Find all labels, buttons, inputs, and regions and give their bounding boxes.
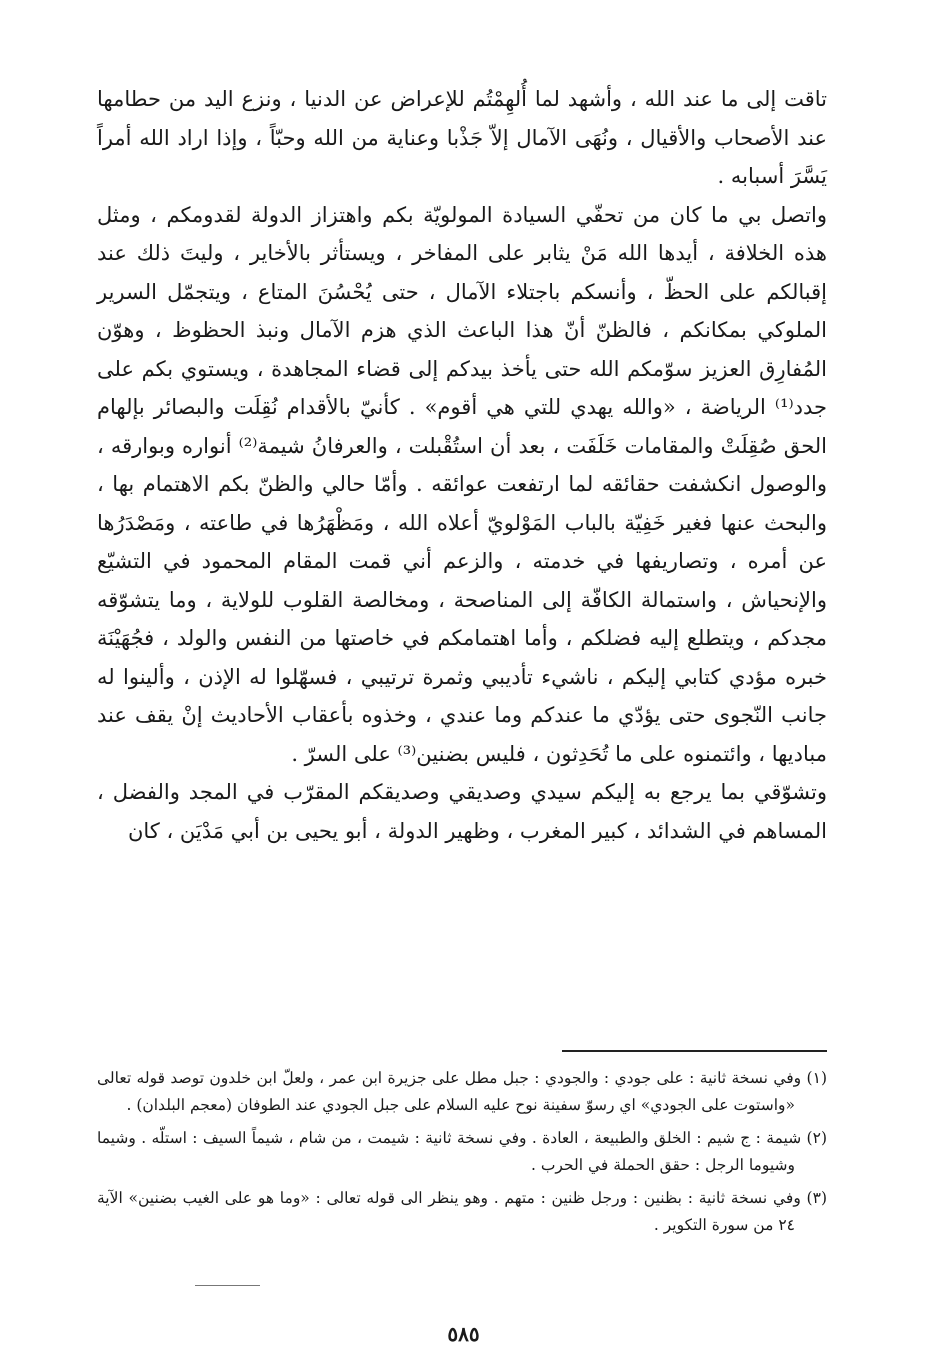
scan-mark: [195, 1285, 260, 1286]
paragraph-2: واتصل بي ما كان من تحفّي السيادة المولويّة بكم واهتزاز الدولة لقدومكم ، ومثل هذه الخلافة ، أيدها الله مَنْ يثابر على المفاخر ، ويستأثر بالأخاير ، وليتَ ذلك عند إقبالكم على الحظّ ، وأنسكم باجتلاء الآمال ، حتى يُحْسُنَ المتاع ، ويتجمّل السرير الملوكي بمكانكم ، فالظنّ أنّ هذا الباعث الذي هزم الآمال ونبذ الحظوظ ، وهوّن المُفارِق العزيز سوّمكم الله حتى يأخذ بيدكم إلى قضاء المجاهدة ، ويستوي بكم على جدد⁽¹⁾ الرياضة ، «والله يهدي للتي هي أقوم» . كأنيّ بالأقدام نُقِلَت والبصائر بإلهام الحق صُقِلَتْ والمقامات خَلَفَت ، بعد أن استُقْبلت ، والعرفانُ شيمة⁽²⁾ أنواره وبوارقه ، والوصول انكشفت حقائقه لما ارتفعت عوائقه . وأمّا حالي والظنّ بكم الاهتمام بها ، والبحث عنها فغير خَفِيّة بالباب المَوْلويّ أعلاه الله ، ومَظْهَرُها في طاعته ، ومَصْدَرُها عن أمره ، وتصاريفها في خدمته ، والزعم أني قمت المقام المحمود في التشيّع والإنحياش ، واستمالة الكافّة إلى المناصحة ، ومخالصة القلوب للولاية ، وما يتشوّقه مجدكم ، ويتطلع إليه فضلكم ، وأما اهتمامكم في خاصتها من النفس والولد ، فجُهَيْنَة خبره مؤدي كتابي إليكم ، ناشيء تأديبي وثمرة ترتيبي ، فسهّلوا له الإذن ، وألينوا له جانب النّجوى حتى يؤدّي ما عندكم وما عندي ، وخذوه بأعقاب الأحاديث إنْ يقف عند مباديها ، وائتمنوه على ما تُحَدِثون ، فليس بضنين⁽³⁾ على السرّ .: [97, 202, 828, 766]
footnote-1: (١) وفي نسخة ثانية : على جودي : والجودي : جبل مطل على جزيرة ابن عمر ، ولعلّ ابن خلدون توصد قوله تعالى «واستوت على الجودي» اي رسوّ سفينة نوح عليه السلام على جبل الجودي عند الطوفان (معجم البلدان) .: [97, 1069, 827, 1114]
main-text: [97, 80, 827, 850]
paragraph-1: تاقت إلى ما عند الله ، وأشهد لما أُلهِمْتُم للإعراض عن الدنيا ، ونزع اليد من حطامها عند الأصحاب والأقيال ، ونُهَى الآمال إلاّ جَذْبا وعناية من الله وحبّاً ، وإذا اراد الله أمراً يَسَّرَ أسبابه .: [97, 87, 827, 188]
paragraph-3: وتشوّقي بما يرجع به إليكم سيدي وصديقي وصديقكم المقرّب في المجد والفضل ، المساهم في الشدائد ، كبير المغرب ، وظهير الدولة ، أبو يحيى بن أبي مَدْيَن ، كان: [97, 780, 827, 843]
footnotes: [97, 1065, 827, 1245]
footnote-2: (٢) شيمة : ج شيم : الخلق والطبيعة ، العادة . وفي نسخة ثانية : شيمت ، من شام ، شيماً السيف : استلّه . وشيما وشيوما الرجل : حقق الحملة في الحرب .: [97, 1129, 827, 1174]
page-number: ٥٨٥: [447, 1322, 480, 1346]
footnote-separator: [562, 1050, 827, 1052]
footnote-3: (٣) وفي نسخة ثانية : بظنين : ورجل ظنين : متهم . وهو ينظر الى قوله تعالى : «وما هو على الغيب بضنين» الآية ٢٤ من سورة التكوير .: [97, 1189, 827, 1234]
